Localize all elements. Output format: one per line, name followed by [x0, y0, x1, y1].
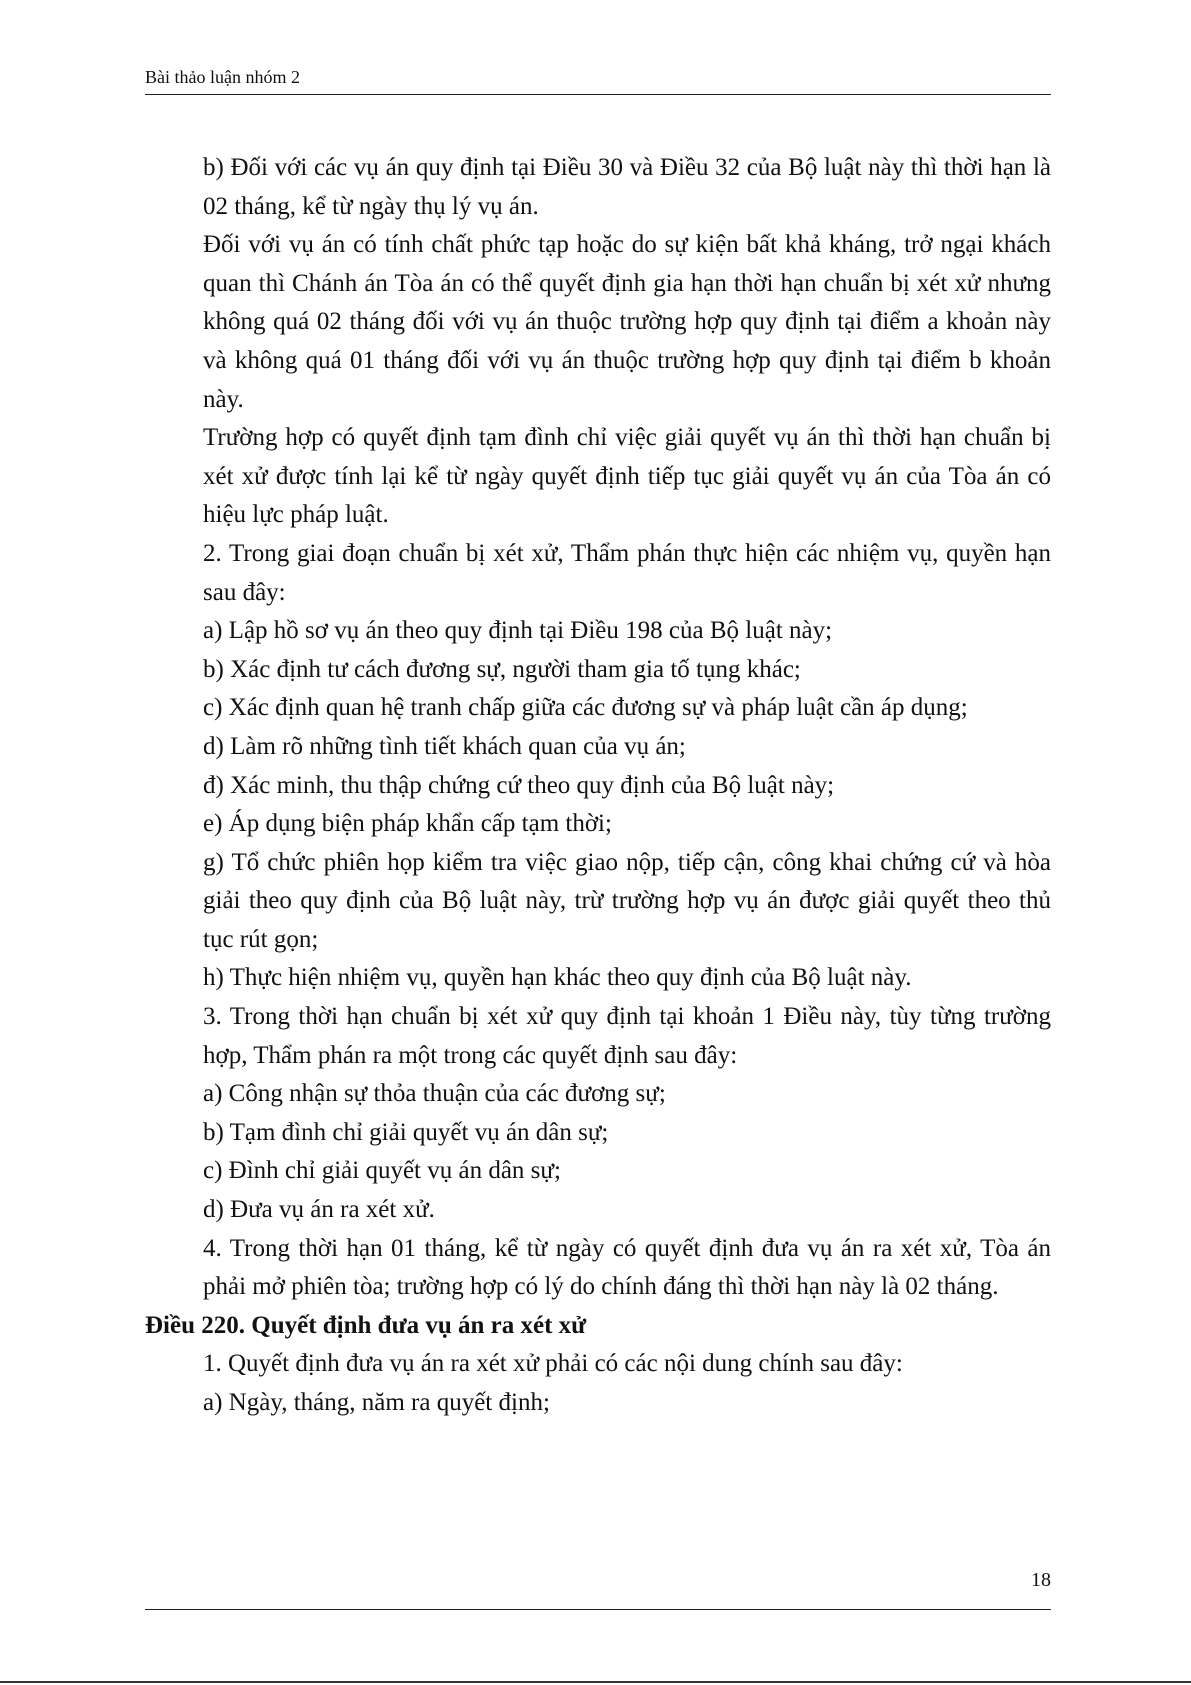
- paragraph: 4. Trong thời hạn 01 tháng, kể từ ngày có quyết định đưa vụ án ra xét xử, Tòa án phải mở phiên tòa; trường hợp có lý do chính đáng thì thời hạn này là 02 tháng.: [203, 1234, 1051, 1301]
- list-item: c) Xác định quan hệ tranh chấp giữa các đương sự và pháp luật cần áp dụng;: [203, 694, 968, 722]
- list-item: b) Xác định tư cách đương sự, người tham gia tố tụng khác;: [203, 655, 801, 683]
- page-number: 18: [1031, 1569, 1051, 1591]
- paragraph: 1. Quyết định đưa vụ án ra xét xử phải có các nội dung chính sau đây:: [203, 1350, 903, 1378]
- list-item: d) Làm rõ những tình tiết khách quan của vụ án;: [203, 732, 686, 760]
- list-item: a) Công nhận sự thỏa thuận của các đương sự;: [203, 1080, 666, 1108]
- paragraph: Trường hợp có quyết định tạm đình chỉ việc giải quyết vụ án thì thời hạn chuẩn bị xét xử được tính lại kể từ ngày quyết định tiếp tục giải quyết vụ án của Tòa án có hiệu lực pháp luật.: [203, 424, 1051, 529]
- paragraph: 2. Trong giai đoạn chuẩn bị xét xử, Thẩm phán thực hiện các nhiệm vụ, quyền hạn sau đây:: [203, 539, 1051, 606]
- header-divider: [145, 94, 1051, 95]
- page-edge: [0, 1681, 1191, 1683]
- list-item: a) Lập hồ sơ vụ án theo quy định tại Điều 198 của Bộ luật này;: [203, 617, 833, 645]
- list-item: đ) Xác minh, thu thập chứng cứ theo quy định của Bộ luật này;: [203, 771, 835, 799]
- footer-divider: [145, 1609, 1051, 1610]
- list-item: c) Đình chỉ giải quyết vụ án dân sự;: [203, 1157, 561, 1185]
- list-item: h) Thực hiện nhiệm vụ, quyền hạn khác theo quy định của Bộ luật này.: [203, 964, 912, 992]
- list-item: a) Ngày, tháng, năm ra quyết định;: [203, 1389, 550, 1416]
- paragraph: 3. Trong thời hạn chuẩn bị xét xử quy định tại khoản 1 Điều này, tùy từng trường hợp, Thẩm phán ra một trong các quyết định sau đây:: [203, 1003, 1051, 1069]
- list-item: e) Áp dụng biện pháp khẩn cấp tạm thời;: [203, 810, 612, 838]
- list-item: d) Đưa vụ án ra xét xử.: [203, 1196, 435, 1224]
- paragraph: Đối với vụ án có tính chất phức tạp hoặc do sự kiện bất khả kháng, trở ngại khách quan thì Chánh án Tòa án có thể quyết định gia hạn thời hạn chuẩn bị xét xử nhưng không quá 02 tháng đối với vụ án thuộc trường hợp quy định tại điểm a khoản này và không quá 01 tháng đối với vụ án thuộc trường hợp quy định tại điểm b khoản này.: [203, 231, 1051, 413]
- list-item: g) Tổ chức phiên họp kiểm tra việc giao nộp, tiếp cận, công khai chứng cứ và hòa giải theo quy định của Bộ luật này, trừ trường hợp vụ án được giải quyết theo thủ tục rút gọn;: [203, 848, 1051, 953]
- article-heading: Điều 220. Quyết định đưa vụ án ra xét xử: [145, 1311, 587, 1339]
- paragraph: b) Đối với các vụ án quy định tại Điều 30 và Điều 32 của Bộ luật này thì thời hạn là 02 tháng, kể từ ngày thụ lý vụ án.: [203, 154, 1051, 220]
- running-header: Bài thảo luận nhóm 2: [145, 67, 300, 87]
- list-item: b) Tạm đình chỉ giải quyết vụ án dân sự;: [203, 1118, 609, 1146]
- page-body: [145, 149, 1051, 1423]
